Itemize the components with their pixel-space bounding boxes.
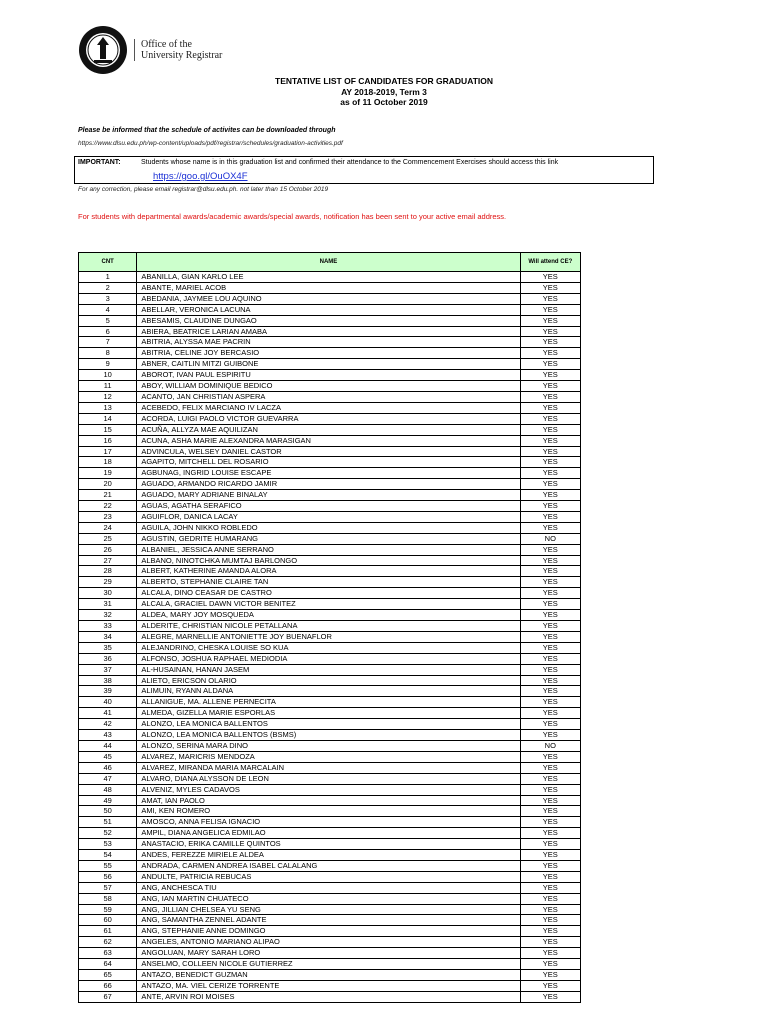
cell-cnt: 24	[79, 522, 137, 533]
cell-name: AL-HUSAINAN, HANAN JASEM	[137, 664, 520, 675]
table-row	[79, 304, 581, 315]
cell-attend: YES	[520, 621, 580, 632]
cell-cnt: 9	[79, 359, 137, 370]
cell-cnt: 33	[79, 621, 137, 632]
cell-cnt: 54	[79, 850, 137, 861]
cell-name: ABEDANIA, JAYMEE LOU AQUINO	[137, 293, 520, 304]
cell-attend: YES	[520, 348, 580, 359]
cell-attend: YES	[520, 391, 580, 402]
cell-cnt: 62	[79, 937, 137, 948]
cell-cnt: 45	[79, 751, 137, 762]
title-line-1: TENTATIVE LIST OF CANDIDATES FOR GRADUATION	[275, 76, 493, 86]
registrar-header	[78, 26, 222, 74]
table-row	[79, 326, 581, 337]
cell-attend: YES	[520, 631, 580, 642]
cell-name: ANTE, ARVIN ROI MOISES	[137, 991, 520, 1002]
cell-cnt: 30	[79, 588, 137, 599]
title-line-3: as of 11 October 2019	[340, 97, 428, 107]
cell-cnt: 10	[79, 370, 137, 381]
cell-attend: YES	[520, 948, 580, 959]
cell-attend: YES	[520, 435, 580, 446]
cell-cnt: 18	[79, 457, 137, 468]
table-row	[79, 501, 581, 512]
cell-attend: YES	[520, 490, 580, 501]
cell-attend: YES	[520, 959, 580, 970]
cell-name: ALBERTO, STEPHANIE CLAIRE TAN	[137, 577, 520, 588]
cell-cnt: 58	[79, 893, 137, 904]
table-row	[79, 577, 581, 588]
office-name	[134, 39, 222, 61]
cell-name: ANDULTE, PATRICIA REBUCAS	[137, 871, 520, 882]
cell-name: AGUILA, JOHN NIKKO ROBLEDO	[137, 522, 520, 533]
cell-attend: YES	[520, 479, 580, 490]
cell-name: ANG, STEPHANIE ANNE DOMINGO	[137, 926, 520, 937]
cell-name: ACORDA, LUIGI PAOLO VICTOR GUEVARRA	[137, 413, 520, 424]
important-text: Students whose name is in this graduation list and confirmed their attendance to the Commencement Exercises should access this link	[141, 159, 559, 166]
cell-name: ANSELMO, COLLEEN NICOLE GUTIERREZ	[137, 959, 520, 970]
cell-cnt: 16	[79, 435, 137, 446]
table-row	[79, 860, 581, 871]
table-row	[79, 904, 581, 915]
cell-attend: YES	[520, 904, 580, 915]
schedule-url[interactable]: https://www.dlsu.edu.ph/wp-content/uploads/pdf/registrar/schedules/graduation-activities.pdf	[78, 140, 343, 147]
cell-name: ALVAREZ, MIRANDA MARIA MARCALAIN	[137, 762, 520, 773]
cell-attend: YES	[520, 511, 580, 522]
table-row	[79, 708, 581, 719]
header-attend: Will attend CE?	[520, 253, 580, 272]
cell-name: AGUAS, AGATHA SERAFICO	[137, 501, 520, 512]
cell-name: ALONZO, LEA MONICA BALLENTOS (BSMS)	[137, 730, 520, 741]
cell-name: AGUIFLOR, DANICA LACAY	[137, 511, 520, 522]
cell-attend: YES	[520, 991, 580, 1002]
table-row	[79, 773, 581, 784]
cell-attend: YES	[520, 882, 580, 893]
cell-cnt: 1	[79, 272, 137, 283]
cell-attend: YES	[520, 468, 580, 479]
cell-attend: YES	[520, 751, 580, 762]
table-row	[79, 370, 581, 381]
table-row	[79, 402, 581, 413]
cell-cnt: 31	[79, 599, 137, 610]
table-row	[79, 795, 581, 806]
cell-attend: YES	[520, 850, 580, 861]
cell-attend: YES	[520, 719, 580, 730]
cell-attend: YES	[520, 860, 580, 871]
cell-attend: YES	[520, 664, 580, 675]
cell-name: ALMEDA, GIZELLA MARIE ESPORLAS	[137, 708, 520, 719]
cell-name: ALIETO, ERICSON OLARIO	[137, 675, 520, 686]
table-row	[79, 413, 581, 424]
table-row	[79, 631, 581, 642]
cell-cnt: 66	[79, 980, 137, 991]
cell-cnt: 25	[79, 533, 137, 544]
cell-cnt: 47	[79, 773, 137, 784]
cell-cnt: 56	[79, 871, 137, 882]
table-row	[79, 282, 581, 293]
cell-attend: YES	[520, 424, 580, 435]
cell-attend: YES	[520, 773, 580, 784]
cell-name: ALCALA, GRACIEL DAWN VICTOR BENITEZ	[137, 599, 520, 610]
cell-attend: YES	[520, 915, 580, 926]
cell-cnt: 6	[79, 326, 137, 337]
cell-cnt: 2	[79, 282, 137, 293]
cell-attend: YES	[520, 762, 580, 773]
cell-cnt: 53	[79, 839, 137, 850]
cell-name: ABANILLA, GIAN KARLO LEE	[137, 272, 520, 283]
cell-name: ABANTE, MARIEL ACOB	[137, 282, 520, 293]
table-row	[79, 784, 581, 795]
cell-attend: YES	[520, 413, 580, 424]
table-row	[79, 828, 581, 839]
cell-name: ANG, SAMANTHA ZENNEL ADANTE	[137, 915, 520, 926]
cell-cnt: 28	[79, 566, 137, 577]
cell-name: ACEBEDO, FELIX MARCIANO IV LACZA	[137, 402, 520, 413]
cell-attend: NO	[520, 740, 580, 751]
cell-name: ABELLAR, VERONICA LACUNA	[137, 304, 520, 315]
table-row	[79, 566, 581, 577]
cell-cnt: 57	[79, 882, 137, 893]
cell-cnt: 8	[79, 348, 137, 359]
table-row	[79, 871, 581, 882]
cell-attend: YES	[520, 871, 580, 882]
table-row	[79, 839, 581, 850]
table-row	[79, 970, 581, 981]
cell-name: ANTAZO, BENEDICT GUZMAN	[137, 970, 520, 981]
cell-attend: YES	[520, 588, 580, 599]
table-row	[79, 937, 581, 948]
cell-attend: YES	[520, 315, 580, 326]
header-cnt: CNT	[79, 253, 137, 272]
cell-cnt: 41	[79, 708, 137, 719]
table-row	[79, 610, 581, 621]
table-row	[79, 435, 581, 446]
cell-cnt: 23	[79, 511, 137, 522]
cell-name: ALBANIEL, JESSICA ANNE SERRANO	[137, 544, 520, 555]
cell-name: ALIMUIN, RYANN ALDANA	[137, 686, 520, 697]
cell-cnt: 20	[79, 479, 137, 490]
table-row	[79, 991, 581, 1002]
cell-attend: YES	[520, 926, 580, 937]
cell-cnt: 44	[79, 740, 137, 751]
cell-attend: YES	[520, 501, 580, 512]
office-line-2: University Registrar	[141, 50, 223, 61]
table-row	[79, 337, 581, 348]
table-row	[79, 926, 581, 937]
cell-name: ANDES, FEREZZE MIRIELE ALDEA	[137, 850, 520, 861]
cell-attend: NO	[520, 533, 580, 544]
cell-attend: YES	[520, 795, 580, 806]
cell-attend: YES	[520, 337, 580, 348]
cell-cnt: 35	[79, 642, 137, 653]
cell-cnt: 11	[79, 381, 137, 392]
table-row	[79, 533, 581, 544]
table-row	[79, 446, 581, 457]
cell-name: AGUADO, ARMANDO RICARDO JAMIR	[137, 479, 520, 490]
cell-cnt: 52	[79, 828, 137, 839]
cell-attend: YES	[520, 697, 580, 708]
table-row	[79, 697, 581, 708]
cell-cnt: 60	[79, 915, 137, 926]
table-row	[79, 381, 581, 392]
cell-cnt: 26	[79, 544, 137, 555]
cell-cnt: 65	[79, 970, 137, 981]
cell-cnt: 37	[79, 664, 137, 675]
cell-name: ALONZO, LEA MONICA BALLENTOS	[137, 719, 520, 730]
cell-name: AMI, KEN ROMERO	[137, 806, 520, 817]
table-row	[79, 642, 581, 653]
table-row	[79, 686, 581, 697]
cell-cnt: 38	[79, 675, 137, 686]
table-body	[79, 272, 581, 1003]
cell-cnt: 39	[79, 686, 137, 697]
table-header-row	[79, 253, 581, 272]
cell-cnt: 27	[79, 555, 137, 566]
table-row	[79, 490, 581, 501]
cell-attend: YES	[520, 806, 580, 817]
table-row	[79, 653, 581, 664]
cell-cnt: 14	[79, 413, 137, 424]
cell-name: ALBERT, KATHERINE AMANDA ALORA	[137, 566, 520, 577]
cell-name: ABOY, WILLIAM DOMINIQUE BEDICO	[137, 381, 520, 392]
cell-name: AGUADO, MARY ADRIANE BINALAY	[137, 490, 520, 501]
cell-attend: YES	[520, 522, 580, 533]
cell-cnt: 63	[79, 948, 137, 959]
cell-name: ANGOLUAN, MARY SARAH LORO	[137, 948, 520, 959]
table-row	[79, 719, 581, 730]
correction-notice: For any correction, please email registrar@dlsu.edu.ph. not later than 15 October 2019	[78, 186, 329, 193]
cell-attend: YES	[520, 566, 580, 577]
table-row	[79, 468, 581, 479]
cell-name: ALEJANDRINO, CHESKA LOUISE SO KUA	[137, 642, 520, 653]
cell-attend: YES	[520, 599, 580, 610]
cell-attend: YES	[520, 642, 580, 653]
cell-name: ANASTACIO, ERIKA CAMILLE QUINTOS	[137, 839, 520, 850]
table-row	[79, 544, 581, 555]
cell-attend: YES	[520, 555, 580, 566]
awards-notice: For students with departmental awards/academic awards/special awards, notification has been sent to your active email address.	[78, 212, 507, 221]
cell-cnt: 40	[79, 697, 137, 708]
cell-name: AGAPITO, MITCHELL DEL ROSARIO	[137, 457, 520, 468]
table-row	[79, 751, 581, 762]
office-line-1: Office of the	[141, 39, 192, 50]
table-row	[79, 522, 581, 533]
cell-attend: YES	[520, 272, 580, 283]
cell-cnt: 15	[79, 424, 137, 435]
cell-cnt: 61	[79, 926, 137, 937]
cell-cnt: 34	[79, 631, 137, 642]
cell-name: ALONZO, SERINA MARA DINO	[137, 740, 520, 751]
cell-attend: YES	[520, 282, 580, 293]
table-row	[79, 359, 581, 370]
table-row	[79, 599, 581, 610]
table-row	[79, 588, 581, 599]
candidates-table	[78, 252, 581, 1003]
table-row	[79, 740, 581, 751]
cell-attend: YES	[520, 359, 580, 370]
table-row	[79, 348, 581, 359]
cell-cnt: 17	[79, 446, 137, 457]
table-row	[79, 762, 581, 773]
cell-name: ACANTO, JAN CHRISTIAN ASPERA	[137, 391, 520, 402]
cell-cnt: 43	[79, 730, 137, 741]
cell-name: ACUNA, ASHA MARIE ALEXANDRA MARASIGAN	[137, 435, 520, 446]
table-row	[79, 850, 581, 861]
cell-name: ABOROT, IVAN PAUL ESPIRITU	[137, 370, 520, 381]
cell-name: ANGELES, ANTONIO MARIANO ALIPAO	[137, 937, 520, 948]
cell-cnt: 13	[79, 402, 137, 413]
table-row	[79, 457, 581, 468]
cell-name: ANG, JILLIAN CHELSEA YU SENG	[137, 904, 520, 915]
cell-name: ALVENIZ, MYLES CADAVOS	[137, 784, 520, 795]
schedule-notice: Please be informed that the schedule of activites can be downloaded through	[78, 127, 336, 134]
cell-name: ALVAREZ, MARICRIS MENDOZA	[137, 751, 520, 762]
cell-name: AGUSTIN, GEDRITE HUMARANG	[137, 533, 520, 544]
important-label: IMPORTANT:	[78, 159, 121, 166]
cell-attend: YES	[520, 937, 580, 948]
cell-attend: YES	[520, 839, 580, 850]
table-row	[79, 424, 581, 435]
cell-attend: YES	[520, 708, 580, 719]
table-row	[79, 893, 581, 904]
table-row	[79, 391, 581, 402]
table-row	[79, 675, 581, 686]
cell-name: ALDERITE, CHRISTIAN NICOLE PETALLANA	[137, 621, 520, 632]
cell-cnt: 48	[79, 784, 137, 795]
cell-cnt: 42	[79, 719, 137, 730]
university-seal-icon	[78, 25, 128, 75]
cell-name: AMAT, IAN PAOLO	[137, 795, 520, 806]
cell-name: ALBANO, NINOTCHKA MUMTAJ BARLONGO	[137, 555, 520, 566]
cell-name: ADVINCULA, WELSEY DANIEL CASTOR	[137, 446, 520, 457]
cell-name: ALVARO, DIANA ALYSSON DE LEON	[137, 773, 520, 784]
cell-name: ALLANIGUE, MA. ALLENE PERNECITA	[137, 697, 520, 708]
cell-cnt: 21	[79, 490, 137, 501]
cell-name: ANG, IAN MARTIN CHUATECO	[137, 893, 520, 904]
cell-attend: YES	[520, 326, 580, 337]
table-row	[79, 817, 581, 828]
cell-attend: YES	[520, 370, 580, 381]
cell-name: AMOSCO, ANNA FELISA IGNACIO	[137, 817, 520, 828]
title-line-2: AY 2018-2019, Term 3	[341, 86, 427, 97]
table-row	[79, 272, 581, 283]
cell-attend: YES	[520, 457, 580, 468]
cell-attend: YES	[520, 610, 580, 621]
cell-attend: YES	[520, 653, 580, 664]
cell-attend: YES	[520, 675, 580, 686]
cell-name: ALEGRE, MARNELLIE ANTONIETTE JOY BUENAFLOR	[137, 631, 520, 642]
cell-name: ACUÑA, ALLYZA MAE AQUILIZAN	[137, 424, 520, 435]
table-row	[79, 511, 581, 522]
table-row	[79, 730, 581, 741]
cell-attend: YES	[520, 893, 580, 904]
cell-attend: YES	[520, 304, 580, 315]
cell-name: ANTAZO, MA. VIEL CERIZE TORRENTE	[137, 980, 520, 991]
cell-cnt: 5	[79, 315, 137, 326]
cell-cnt: 22	[79, 501, 137, 512]
cell-attend: YES	[520, 784, 580, 795]
attendance-link[interactable]: https://goo.gl/OuOX4F	[153, 171, 248, 182]
table-row	[79, 882, 581, 893]
table-row	[79, 806, 581, 817]
cell-cnt: 64	[79, 959, 137, 970]
cell-name: ALFONSO, JOSHUA RAPHAEL MEDIODIA	[137, 653, 520, 664]
cell-cnt: 32	[79, 610, 137, 621]
cell-name: ABITRIA, CELINE JOY BERCASIO	[137, 348, 520, 359]
table-row	[79, 555, 581, 566]
table-row	[79, 948, 581, 959]
cell-attend: YES	[520, 980, 580, 991]
cell-cnt: 3	[79, 293, 137, 304]
cell-attend: YES	[520, 730, 580, 741]
cell-name: AMPIL, DIANA ANGELICA EDMILAO	[137, 828, 520, 839]
cell-cnt: 19	[79, 468, 137, 479]
cell-cnt: 51	[79, 817, 137, 828]
cell-cnt: 7	[79, 337, 137, 348]
cell-attend: YES	[520, 828, 580, 839]
cell-cnt: 67	[79, 991, 137, 1002]
important-box	[74, 156, 654, 184]
cell-attend: YES	[520, 577, 580, 588]
cell-name: ABESAMIS, CLAUDINE DUNGAO	[137, 315, 520, 326]
cell-attend: YES	[520, 817, 580, 828]
cell-name: ABITRIA, ALYSSA MAE PACRIN	[137, 337, 520, 348]
cell-cnt: 36	[79, 653, 137, 664]
cell-name: ANG, ANCHESCA TIU	[137, 882, 520, 893]
table-row	[79, 959, 581, 970]
cell-name: ALCALA, DINO CEASAR DE CASTRO	[137, 588, 520, 599]
table-row	[79, 315, 581, 326]
cell-name: ANDRADA, CARMEN ANDREA ISABEL CALALANG	[137, 860, 520, 871]
cell-attend: YES	[520, 970, 580, 981]
cell-name: AGBUNAG, INGRID LOUISE ESCAPE	[137, 468, 520, 479]
header-name: NAME	[137, 253, 520, 272]
table-row	[79, 293, 581, 304]
cell-cnt: 59	[79, 904, 137, 915]
cell-attend: YES	[520, 293, 580, 304]
cell-attend: YES	[520, 446, 580, 457]
cell-attend: YES	[520, 686, 580, 697]
cell-name: ABIERA, BEATRICE LARIAN AMABA	[137, 326, 520, 337]
cell-cnt: 46	[79, 762, 137, 773]
cell-attend: YES	[520, 381, 580, 392]
cell-attend: YES	[520, 544, 580, 555]
document-title	[0, 76, 768, 108]
table-row	[79, 980, 581, 991]
cell-cnt: 4	[79, 304, 137, 315]
table-row	[79, 621, 581, 632]
cell-attend: YES	[520, 402, 580, 413]
table-row	[79, 915, 581, 926]
table-row	[79, 664, 581, 675]
cell-cnt: 29	[79, 577, 137, 588]
cell-cnt: 12	[79, 391, 137, 402]
cell-cnt: 50	[79, 806, 137, 817]
cell-name: ALDEA, MARY JOY MOSQUEDA	[137, 610, 520, 621]
cell-cnt: 49	[79, 795, 137, 806]
cell-cnt: 55	[79, 860, 137, 871]
cell-name: ABNER, CAITLIN MITZI GUIBONE	[137, 359, 520, 370]
table-row	[79, 479, 581, 490]
